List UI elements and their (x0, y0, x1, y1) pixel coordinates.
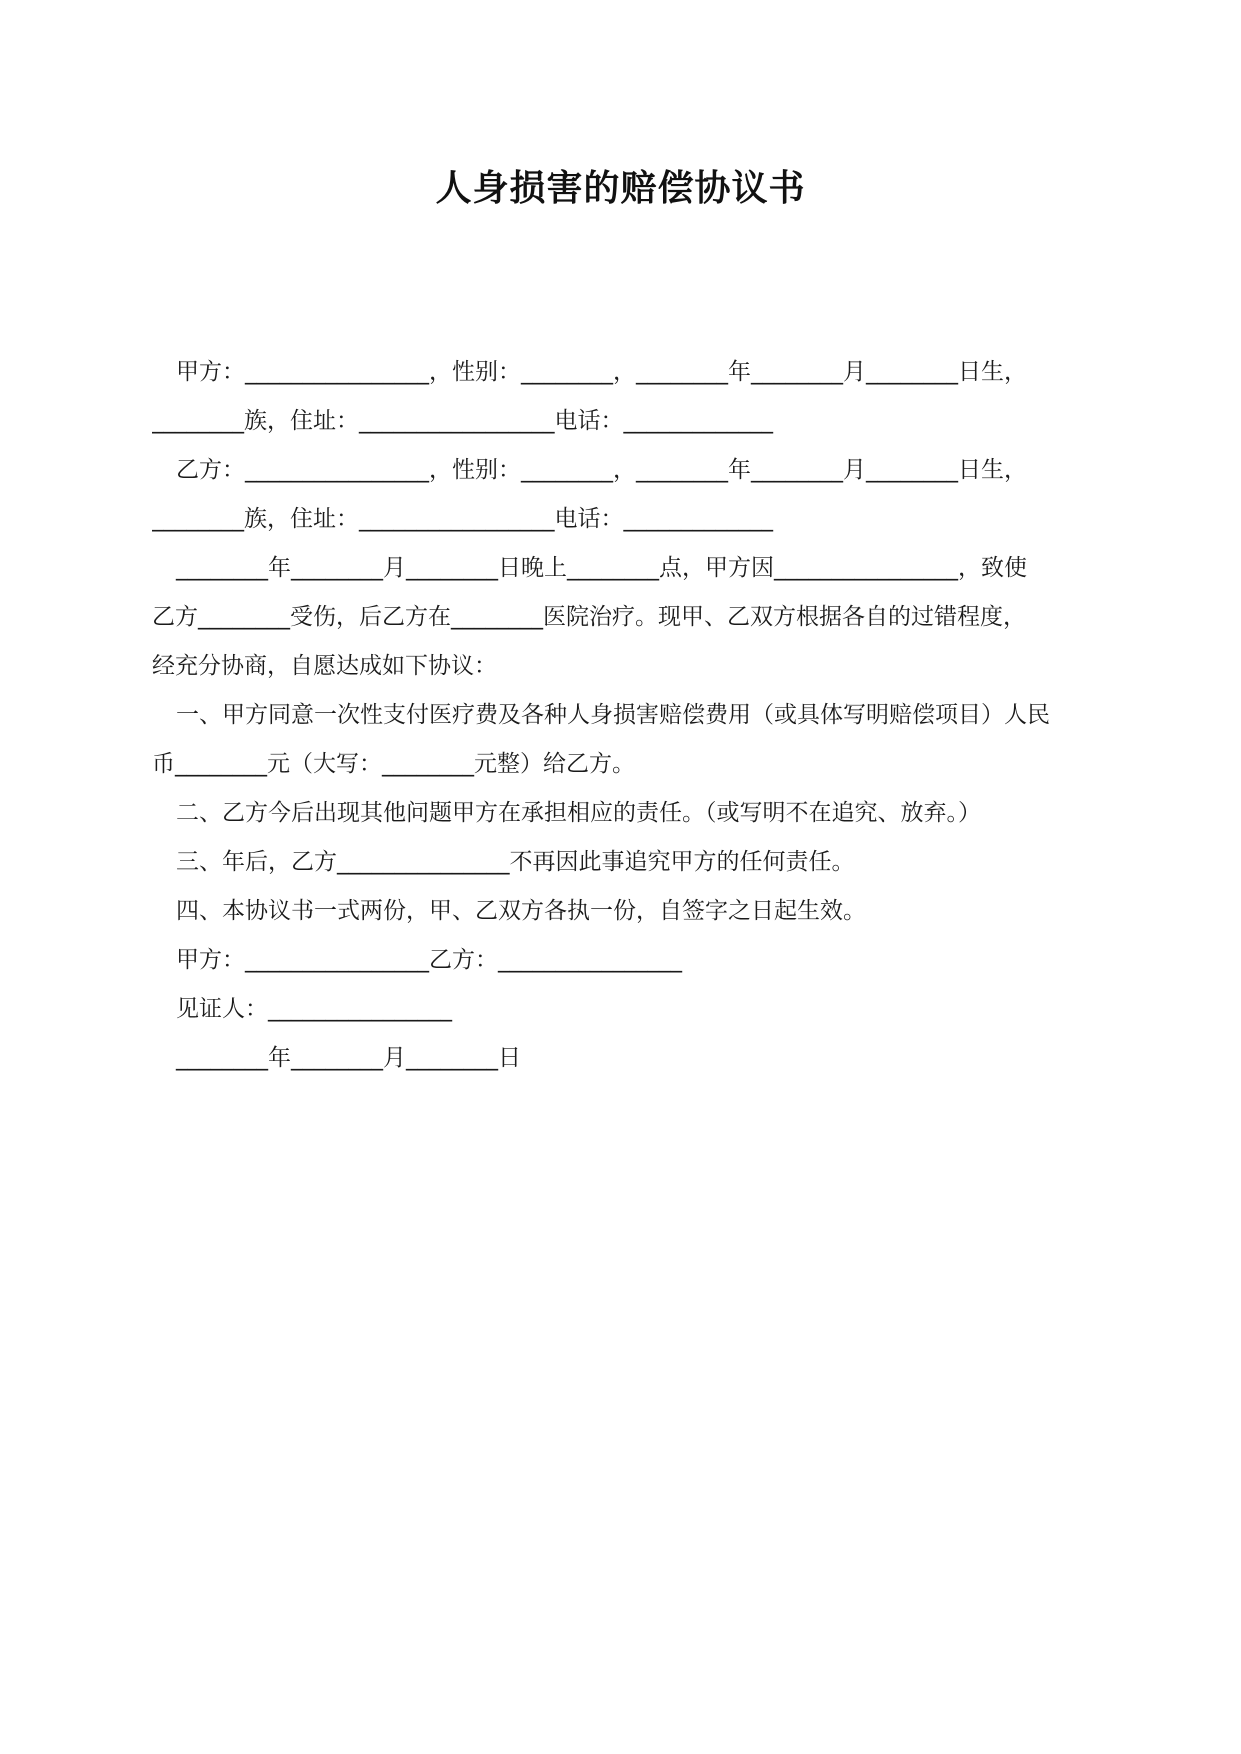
party-a-line-2: ________族，住址：_________________电话：_____________ (152, 408, 773, 434)
signature-line: 甲方：________________乙方：________________ (176, 947, 682, 973)
party-b-line-2: ________族，住址：_________________电话：_____________ (152, 506, 773, 532)
clause-1-line-1: 一、甲方同意一次性支付医疗费及各种人身损害赔偿费用（或具体写明赔偿项目）人民 (176, 702, 1050, 728)
incident-line-2: 乙方________受伤，后乙方在________医院治疗。现甲、乙双方根据各自的过错程度， (152, 604, 1026, 630)
witness-line: 见证人：________________ (176, 996, 452, 1022)
clause-4: 四、本协议书一式两份，甲、乙双方各执一份，自签字之日起生效。 (176, 898, 866, 924)
document-title: 人身损害的赔偿协议书 (435, 168, 806, 209)
party-b-line-1: 乙方：________________，性别：________，________年________月________日生， (176, 457, 1027, 483)
date-line: ________年________月________日 (176, 1045, 521, 1071)
clause-2: 二、乙方今后出现其他问题甲方在承担相应的责任。（或写明不在追究、放弃。） (176, 800, 981, 826)
clause-3: 三、年后，乙方_______________不再因此事追究甲方的任何责任。 (176, 849, 855, 875)
document-body (152, 348, 1098, 1083)
incident-line-1: ________年________月________日晚上________点，甲方因________________，致使 (176, 555, 1027, 581)
party-a-line-1: 甲方：________________，性别：________，________年________月________日生， (176, 359, 1027, 385)
clause-1-line-2: 币________元（大写：________元整）给乙方。 (152, 751, 635, 777)
incident-line-3: 经充分协商，自愿达成如下协议： (152, 653, 497, 679)
